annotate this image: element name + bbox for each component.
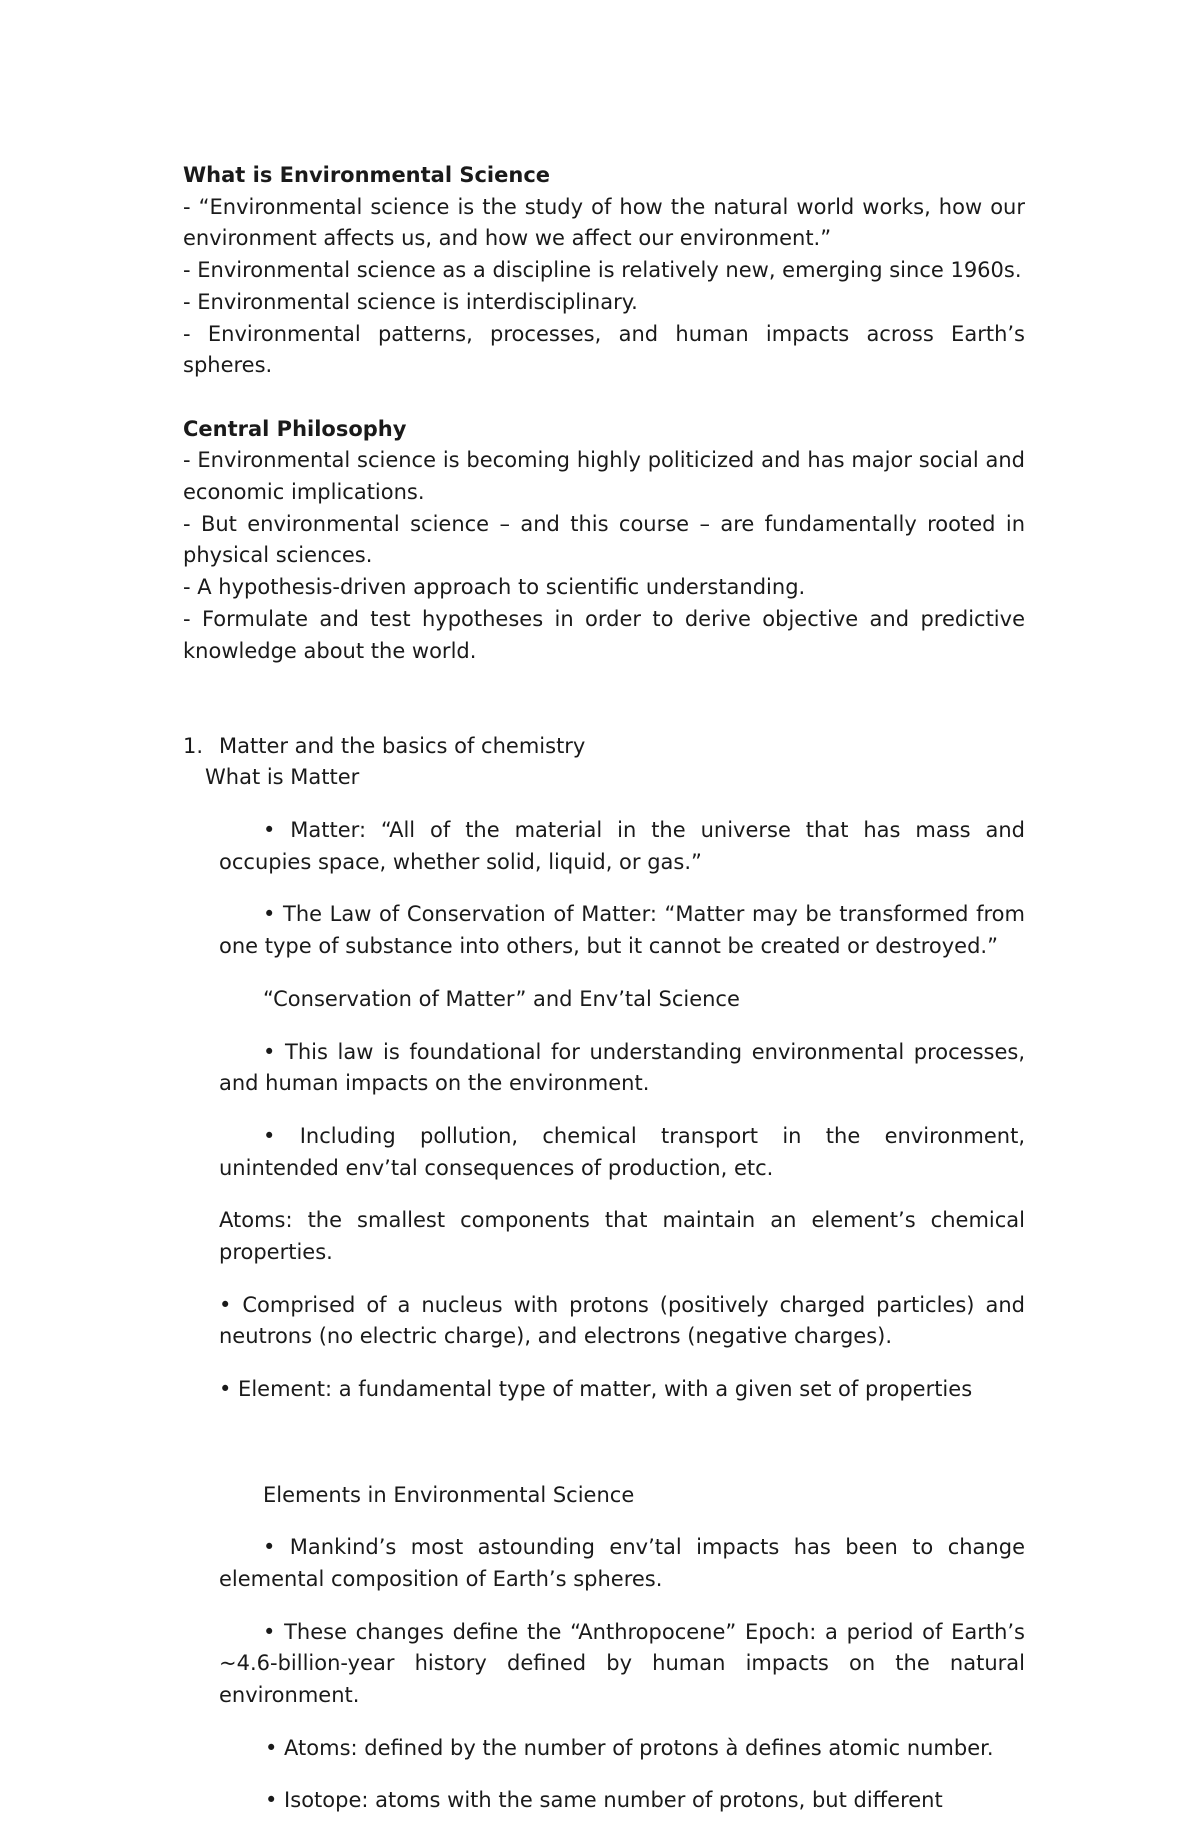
spacer xyxy=(183,1427,1025,1459)
paragraph-politicized: - Environmental science is becoming highly politicized and has major social and economic implications. xyxy=(183,448,1025,505)
paragraph-spheres: - Environmental patterns, processes, and human impacts across Earth’s spheres. xyxy=(183,321,1025,378)
paragraph-definition: - “Environmental science is the study of how the natural world works, how our environment affects us, and how we affect our environment.” xyxy=(183,194,1025,251)
bullet-element: • Element: a fundamental type of matter, with a given set of properties xyxy=(219,1377,973,1402)
paragraph-physical-sciences: - But environmental science – and this course – are fundamentally rooted in physical sciences. xyxy=(183,511,1025,568)
bullet-foundational-law: • This law is foundational for understanding environmental processes, and human impacts on the environment. xyxy=(219,1039,1025,1096)
document-body xyxy=(183,160,1025,1838)
bullet-mankind-impacts: • Mankind’s most astounding env’tal impacts has been to change elemental composition of Earth’s spheres. xyxy=(219,1535,1025,1591)
numbered-list-item xyxy=(183,731,1025,763)
paragraph-formulate: - Formulate and test hypotheses in order to derive objective and predictive knowledge about the world. xyxy=(183,606,1025,663)
bullet-isotope: • Isotope: atoms with the same number of protons, but different xyxy=(265,1788,943,1813)
bullet-matter-definition: • Matter: “All of the material in the universe that has mass and occupies space, whether solid, liquid, or gas.” xyxy=(219,818,1025,874)
paragraph-discipline: - Environmental science as a discipline is relatively new, emerging since 1960s. xyxy=(183,258,1022,283)
bullet-conservation-law: • The Law of Conservation of Matter: “Matter may be transformed from one type of substance into others, but it cannot be created or destroyed.” xyxy=(219,902,1025,959)
list-item-title: Matter and the basics of chemistry xyxy=(219,733,586,758)
bullet-nucleus: • Comprised of a nucleus with protons (positively charged particles) and neutrons (no electric charge), and electrons (negative charges). xyxy=(219,1292,1025,1349)
bullet-including-pollution: • Including pollution, chemical transport in the environment, unintended env’tal consequences of production, etc. xyxy=(219,1123,1025,1180)
subheading-conservation-of-matter: “Conservation of Matter” and Env’tal Science xyxy=(263,986,740,1011)
paragraph-hypothesis: - A hypothesis-driven approach to scientific understanding. xyxy=(183,575,806,600)
section-heading-central-philosophy: Central Philosophy xyxy=(183,416,407,441)
spacer xyxy=(183,382,1025,414)
paragraph-interdisciplinary: - Environmental science is interdisciplinary. xyxy=(183,289,638,314)
section-heading-environmental-science: What is Environmental Science xyxy=(183,163,551,187)
bullet-atomic-number: • Atoms: defined by the number of protons à defines atomic number. xyxy=(265,1735,994,1760)
list-number: 1. xyxy=(183,733,204,758)
paragraph-atoms-definition: Atoms: the smallest components that maintain an element’s chemical properties. xyxy=(219,1208,1025,1265)
spacer xyxy=(183,667,1025,730)
subheading-what-is-matter: What is Matter xyxy=(205,765,360,790)
subheading-elements-in-environmental-science: Elements in Environmental Science xyxy=(263,1482,635,1507)
bullet-anthropocene: • These changes define the “Anthropocene” Epoch: a period of Earth’s ~4.6-billion-year history defined by human impacts on the natural environment. xyxy=(219,1619,1025,1708)
